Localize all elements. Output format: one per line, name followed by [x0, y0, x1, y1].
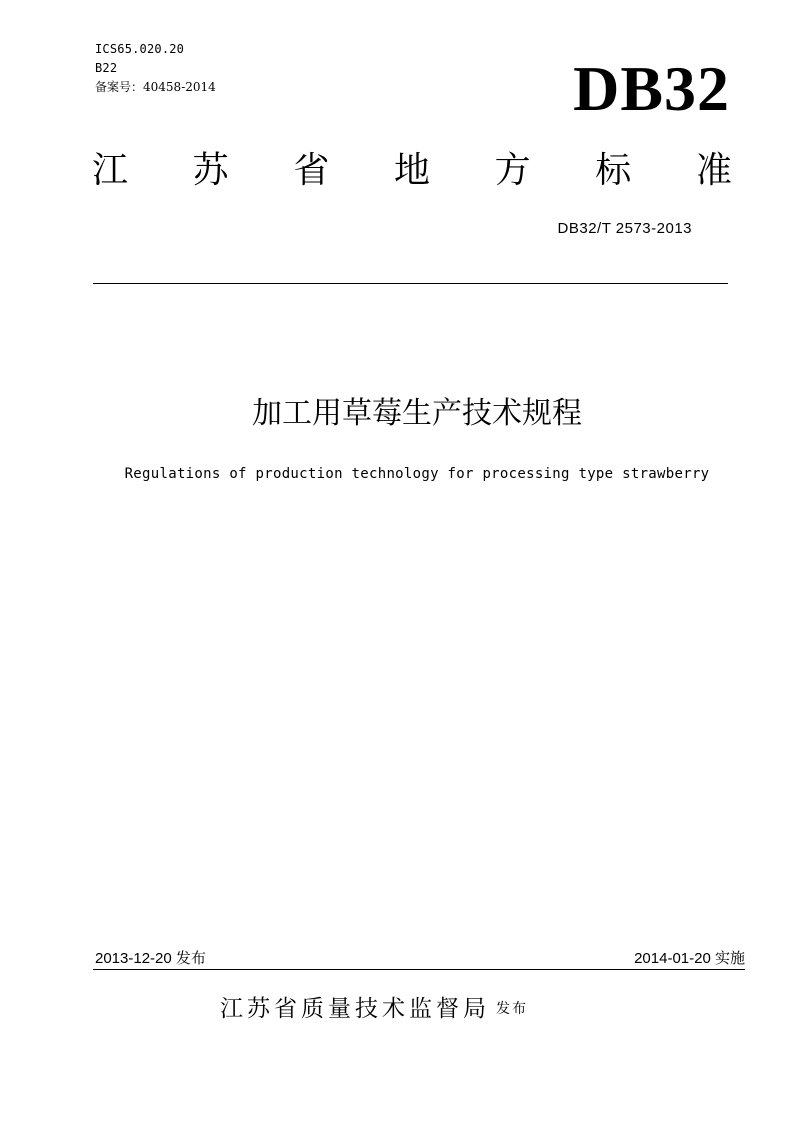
date-row	[95, 947, 745, 968]
header-meta	[95, 40, 216, 97]
bottom-divider	[93, 969, 745, 970]
standard-type	[92, 145, 732, 197]
standard-type-char: 标	[595, 150, 632, 191]
ccs-code: B22	[95, 61, 118, 75]
publisher-suffix: 发布	[496, 1001, 528, 1017]
standard-type-char: 方	[494, 150, 531, 191]
publish-date: 2013-12-20 发布	[95, 950, 206, 967]
document-title-cn: 加工用草莓生产技术规程	[252, 396, 582, 431]
publisher	[220, 990, 528, 1023]
filing-number: 40458-2014	[143, 80, 216, 94]
standard-type-char: 地	[393, 150, 430, 191]
db-logo: DB32	[573, 53, 730, 124]
document-title-en: Regulations of production technology for processing type strawberry	[124, 466, 710, 482]
implement-date: 2014-01-20 实施	[634, 950, 745, 967]
standard-type-char: 省	[293, 150, 330, 191]
standard-number: DB32/T 2573-2013	[557, 220, 692, 237]
publisher-name: 江苏省质量技术监督局	[220, 996, 490, 1022]
filing-label: 备案号：	[95, 80, 144, 94]
standard-type-char: 苏	[192, 150, 229, 191]
ics-code: ICS65.020.20	[95, 42, 185, 56]
filing-record	[95, 78, 216, 97]
standard-type-char: 江	[92, 150, 129, 191]
standard-type-char: 准	[695, 150, 732, 191]
top-divider	[93, 283, 728, 284]
